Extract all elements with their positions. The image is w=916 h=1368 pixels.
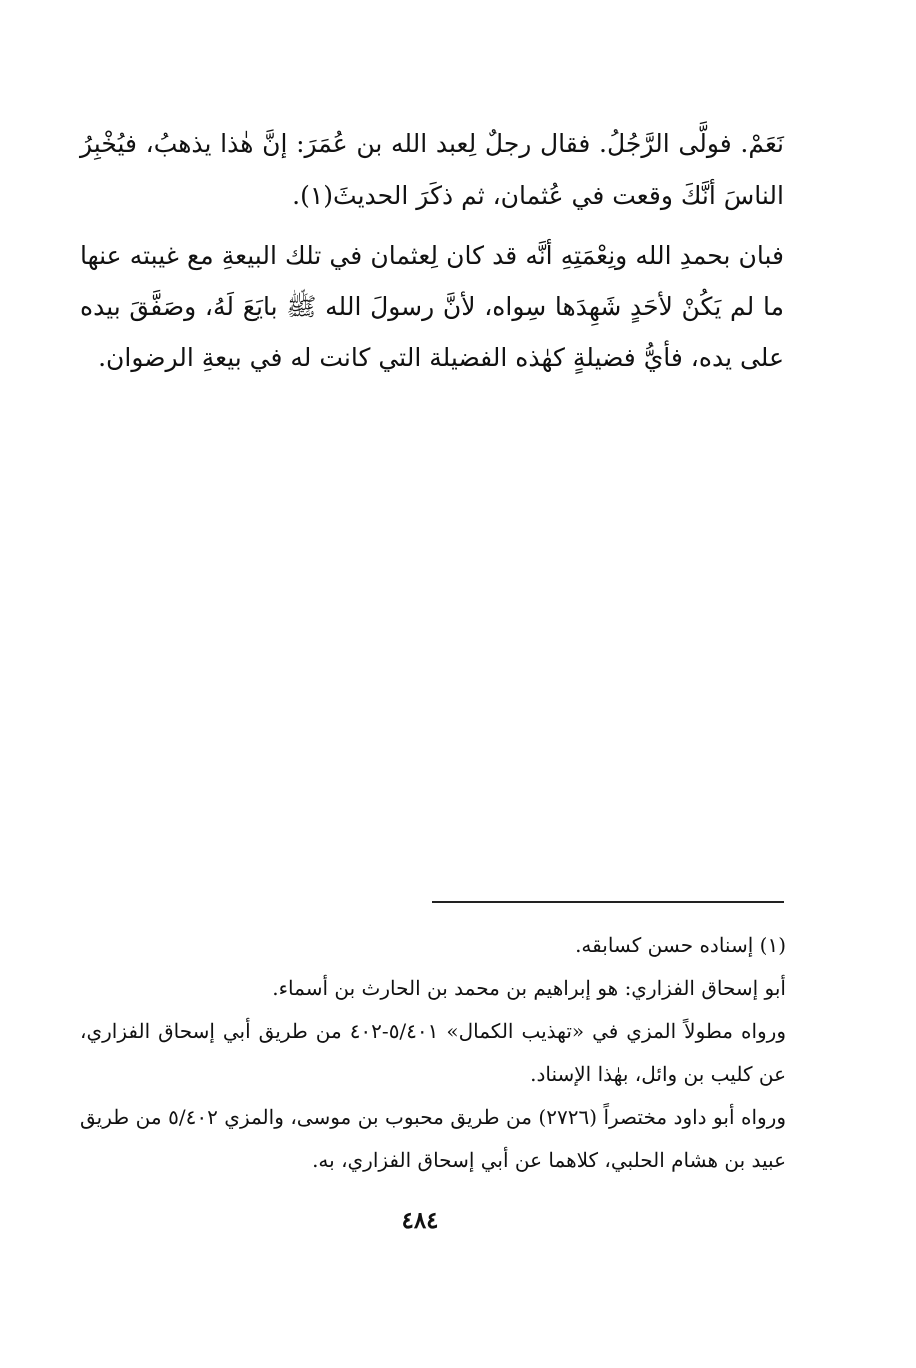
footnote-separator xyxy=(432,901,784,903)
footnote-line: ورواه أبو داود مختصراً (٢٧٢٦) من طريق محبوب بن موسى، والمزي ٥/٤٠٢ من طريق عبيد بن هشام الحلبي، كلاهما عن أبي إسحاق الفزاري، به. xyxy=(80,1105,786,1172)
main-paragraph: نَعَمْ. فولَّى الرَّجُلُ. فقال رجلٌ لِعبد الله بن عُمَرَ: إنَّ هٰذا يذهبُ، فيُخْبِرُ الناسَ أنَّكَ وقعت في عُثمان، ثم ذكَرَ الحديثَ(١). xyxy=(80,129,784,210)
main-text xyxy=(80,118,784,383)
footnote-line: (١) إسناده حسن كسابقه. xyxy=(575,933,786,957)
footnotes xyxy=(80,924,786,1182)
main-paragraph: فبان بحمدِ الله ونِعْمَتِهِ أنَّه قد كان لِعثمان في تلك البيعةِ مع غيبته عنها ما لم يَكُنْ لأحَدٍ شَهِدَها سِواه، لأنَّ رسولَ الله ﷺ بايَعَ لَهُ، وصَفَّقَ بيده على يده، فأيُّ فضيلةٍ كهٰذه الفضيلة التي كانت له في بيعةِ الرضوان. xyxy=(80,241,784,372)
page-number: ٤٨٤ xyxy=(401,1207,439,1234)
footnote-line: ورواه مطولاً المزي في «تهذيب الكمال» ٥/٤٠١-٤٠٢ من طريق أبي إسحاق الفزاري، عن كليب بن وائل، بهٰذا الإسناد. xyxy=(80,1019,786,1086)
footnote-line: أبو إسحاق الفزاري: هو إبراهيم بن محمد بن الحارث بن أسماء. xyxy=(272,976,786,1000)
